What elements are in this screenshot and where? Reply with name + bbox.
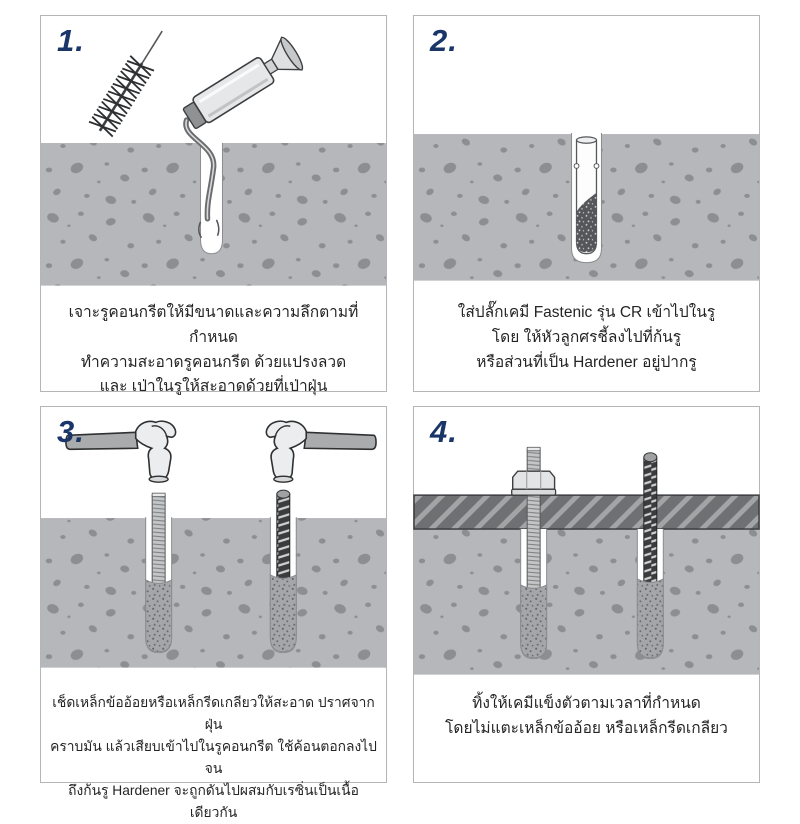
caption-line: โดยไม่แตะเหล็กข้ออ้อย หรือเหล็กรีดเกลียว (445, 719, 728, 737)
concrete-texture (414, 529, 759, 675)
blow-out-pump-icon (179, 35, 306, 134)
resin-fill-left (146, 580, 172, 652)
caption-line: ทิ้งให้เคมีแข็งตัวตามเวลาที่กำหนด (472, 695, 701, 712)
resin-fill-left (521, 585, 547, 658)
step-1-caption (41, 288, 386, 400)
step-panel-1 (40, 15, 387, 396)
step-2-caption (414, 288, 759, 375)
step-1-scene (41, 16, 386, 288)
wire-brush-icon (88, 24, 174, 139)
step-number-4: 4. (430, 414, 458, 449)
step-panel-4 (413, 406, 760, 783)
step-3-scene (41, 407, 386, 679)
step-2-scene (414, 16, 759, 288)
caption-line: ทำความสะอาดรูคอนกรีต ด้วยแปรงลวด (80, 353, 347, 371)
step-2-illustration (414, 16, 759, 288)
step-4-scene (414, 407, 759, 679)
step-number-1: 1. (57, 23, 85, 58)
washer-icon (512, 489, 556, 495)
hex-nut-icon (513, 471, 555, 489)
caption-line: ใส่ปลั๊กเคมี Fastenic รุ่น CR เข้าไปในรู (457, 304, 716, 321)
hammer-icon-right (266, 421, 376, 482)
concrete-texture (41, 518, 386, 668)
caption-line: คราบมัน แล้วเสียบเข้าไปในรูคอนกรีต ใช้ค้อนตอกลงไปจน (50, 739, 377, 777)
caption-line: ถึงก้นรู Hardener จะถูกดันไปผสมกับเรซิ่นเป็นเนื้อเดียวกัน (68, 783, 359, 821)
step-1-illustration (41, 16, 386, 288)
step-number-3: 3. (57, 414, 85, 449)
step-4-illustration (414, 407, 759, 679)
step-3-illustration (41, 407, 386, 679)
step-panel-3 (40, 406, 387, 821)
step-number-2: 2. (430, 23, 458, 58)
caption-line: โดย ให้หัวลูกศรชี้ลงไปที่ก้นรู (491, 328, 682, 346)
step-panel-2 (413, 15, 760, 392)
resin-fill-right (270, 575, 296, 652)
caption-line: และ เป่าในรูให้สะอาดด้วยที่เป่าฝุ่น (99, 378, 328, 396)
step-3-caption (41, 679, 386, 824)
caption-line: เจาะรูคอนกรีตให้มีขนาดและความลึกตามที่กำหนด (68, 304, 359, 346)
chemical-capsule-icon (574, 137, 599, 254)
resin-fill-right (637, 579, 663, 658)
fixture-plate (414, 495, 759, 529)
step-4-caption (414, 679, 759, 742)
caption-line: หรือส่วนที่เป็น Hardener อยู่ปากรู (476, 353, 697, 371)
caption-line: เช็ดเหล็กข้ออ้อยหรือเหล็กรีดเกลียวให้สะอาด ปราศจากฝุ่น (52, 695, 375, 733)
